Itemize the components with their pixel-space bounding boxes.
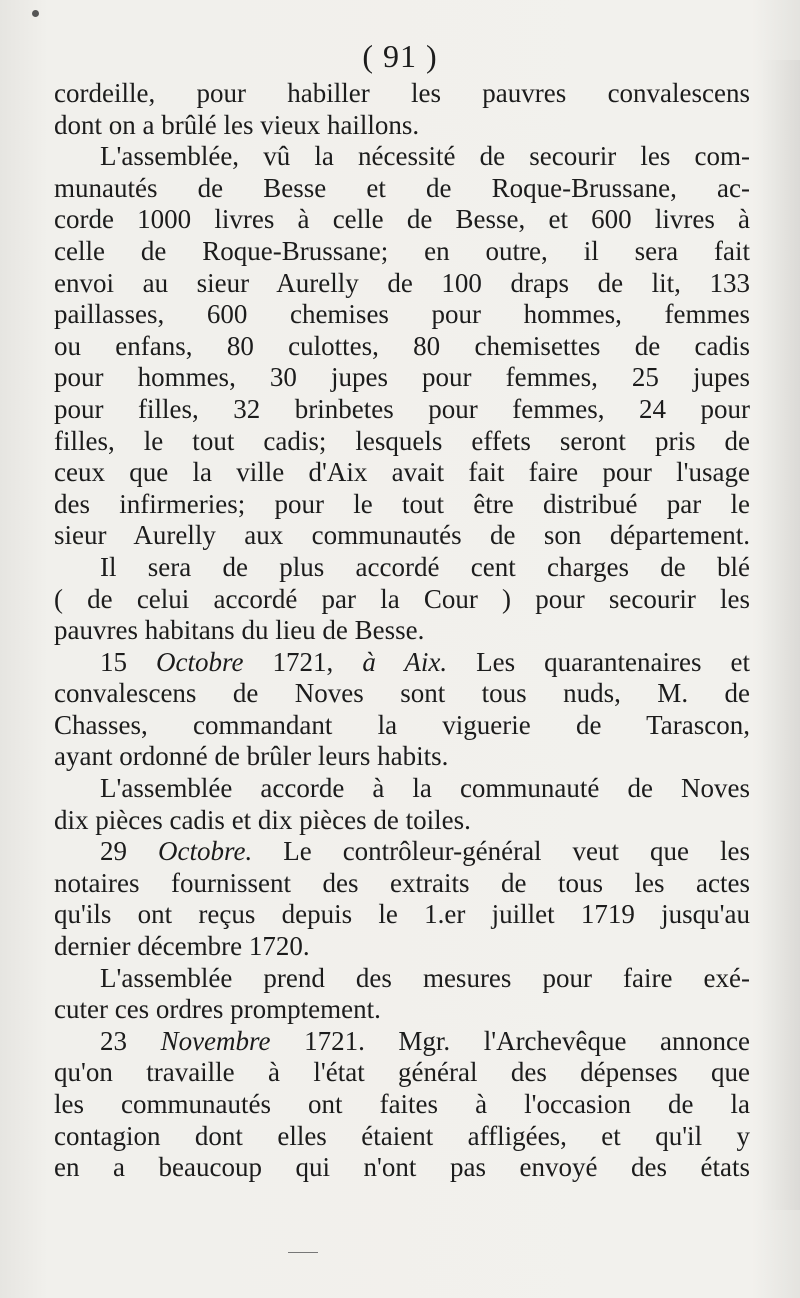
- text-line: [54, 362, 750, 394]
- line-segment: dernier décembre 1720.: [54, 931, 310, 962]
- line-segment: Il sera de plus accordé cent charges de blé: [100, 551, 750, 582]
- line-segment: qu'on travaille à l'état général des dépenses que: [54, 1057, 750, 1088]
- text-line: [54, 331, 750, 363]
- text-line: [54, 489, 750, 521]
- text-line: [54, 457, 750, 489]
- text-line: [54, 741, 750, 773]
- line-segment: dont on a brûlé les vieux haillons.: [54, 109, 420, 140]
- line-segment: ou enfans, 80 culottes, 80 chemisettes de cadis: [54, 330, 750, 361]
- ink-speck: [32, 10, 39, 17]
- text-line: [54, 615, 750, 647]
- text-line: [54, 173, 750, 205]
- line-segment: L'assemblée prend des mesures pour faire exé-: [100, 962, 750, 993]
- text-line: [54, 1121, 750, 1153]
- line-segment: 1721. Mgr. l'Archevêque annonce: [270, 1025, 750, 1056]
- italic-date: Novembre: [160, 1025, 271, 1056]
- line-segment: celle de Roque-Brussane; en outre, il sera fait: [54, 235, 750, 266]
- text-line: [54, 1026, 750, 1058]
- line-segment: des infirmeries; pour le tout être distribué par le: [54, 488, 750, 519]
- text-line: [54, 931, 750, 963]
- line-segment: Les quarantenaires et: [447, 646, 751, 677]
- text-line: [54, 994, 750, 1026]
- line-segment: pauvres habitans du lieu de Besse.: [54, 615, 425, 646]
- line-segment: les communautés ont faites à l'occasion de la: [54, 1089, 750, 1119]
- line-segment: 23: [100, 1025, 161, 1056]
- text-line: [54, 584, 750, 616]
- text-line: [54, 836, 750, 868]
- text-line: [54, 868, 750, 900]
- line-segment: paillasses, 600 chemises pour hommes, femmes: [54, 299, 750, 330]
- line-segment: corde 1000 livres à celle de Besse, et 600 livres à: [54, 204, 750, 235]
- line-segment: notaires fournissent des extraits de tous les actes: [54, 867, 750, 898]
- line-segment: qu'ils ont reçus depuis le 1.er juillet 1719 jusqu'au: [54, 899, 750, 930]
- text-line: [54, 773, 750, 805]
- line-segment: pour hommes, 30 jupes pour femmes, 25 jupes: [54, 362, 750, 393]
- line-segment: contagion dont elles étaient affligées, et qu'il y: [54, 1120, 750, 1151]
- text-line: [54, 236, 750, 268]
- line-segment: 15: [100, 646, 157, 677]
- italic-date: à Aix.: [362, 646, 448, 677]
- text-line: [54, 710, 750, 742]
- text-line: [54, 426, 750, 458]
- line-segment: envoi au sieur Aurelly de 100 draps de lit, 133: [54, 267, 750, 298]
- line-segment: en a beaucoup qui n'ont pas envoyé des états: [54, 1152, 750, 1183]
- text-line: [54, 1152, 750, 1184]
- text-line: [54, 552, 750, 584]
- text-line: [54, 1089, 750, 1121]
- line-segment: munautés de Besse et de Roque-Brussane, ac-: [54, 172, 750, 203]
- body-text: [54, 78, 750, 1184]
- text-line: [54, 963, 750, 995]
- page-number: ( 91 ): [362, 38, 438, 74]
- text-line: [54, 204, 750, 236]
- line-segment: 1721,: [243, 646, 363, 677]
- line-segment: ceux que la ville d'Aix avait fait faire pour l'usage: [54, 457, 750, 488]
- text-line: [54, 268, 750, 300]
- text-line: [54, 647, 750, 679]
- text-line: [54, 394, 750, 426]
- line-segment: 29: [100, 836, 158, 867]
- text-line: [54, 678, 750, 710]
- line-segment: filles, le tout cadis; lesquels effets seront pris de: [54, 425, 750, 456]
- line-segment: ayant ordonné de brûler leurs habits.: [54, 741, 449, 772]
- line-segment: L'assemblée, vû la nécessité de secourir les com-: [100, 141, 750, 172]
- line-segment: cuter ces ordres promptement.: [54, 994, 381, 1025]
- line-segment: convalescens de Noves sont tous nuds, M. de: [54, 678, 750, 709]
- line-segment: L'assemblée accorde à la communauté de Noves: [100, 773, 750, 804]
- line-segment: pour filles, 32 brinbetes pour femmes, 24 pour: [54, 393, 750, 424]
- italic-date: Octobre: [156, 646, 244, 677]
- text-line: [54, 805, 750, 837]
- text-line: [54, 141, 750, 173]
- text-line: [54, 299, 750, 331]
- text-line: [54, 1057, 750, 1089]
- line-segment: Chasses, commandant la viguerie de Tarascon,: [54, 709, 750, 740]
- text-line: [54, 78, 750, 110]
- page-edge-shadow: [760, 60, 800, 1210]
- line-segment: ( de celui accordé par la Cour ) pour secourir les: [54, 583, 750, 614]
- italic-date: Octobre.: [158, 836, 253, 867]
- text-line: [54, 520, 750, 552]
- line-segment: sieur Aurelly aux communautés de son département.: [54, 520, 750, 551]
- line-segment: Le contrôleur-général veut que les: [252, 836, 750, 867]
- text-line: [54, 110, 750, 142]
- line-segment: cordeille, pour habiller les pauvres convalescens: [54, 78, 750, 108]
- text-line: [54, 899, 750, 931]
- line-segment: dix pièces cadis et dix pièces de toiles.: [54, 804, 471, 835]
- footer-rule: [288, 1252, 318, 1253]
